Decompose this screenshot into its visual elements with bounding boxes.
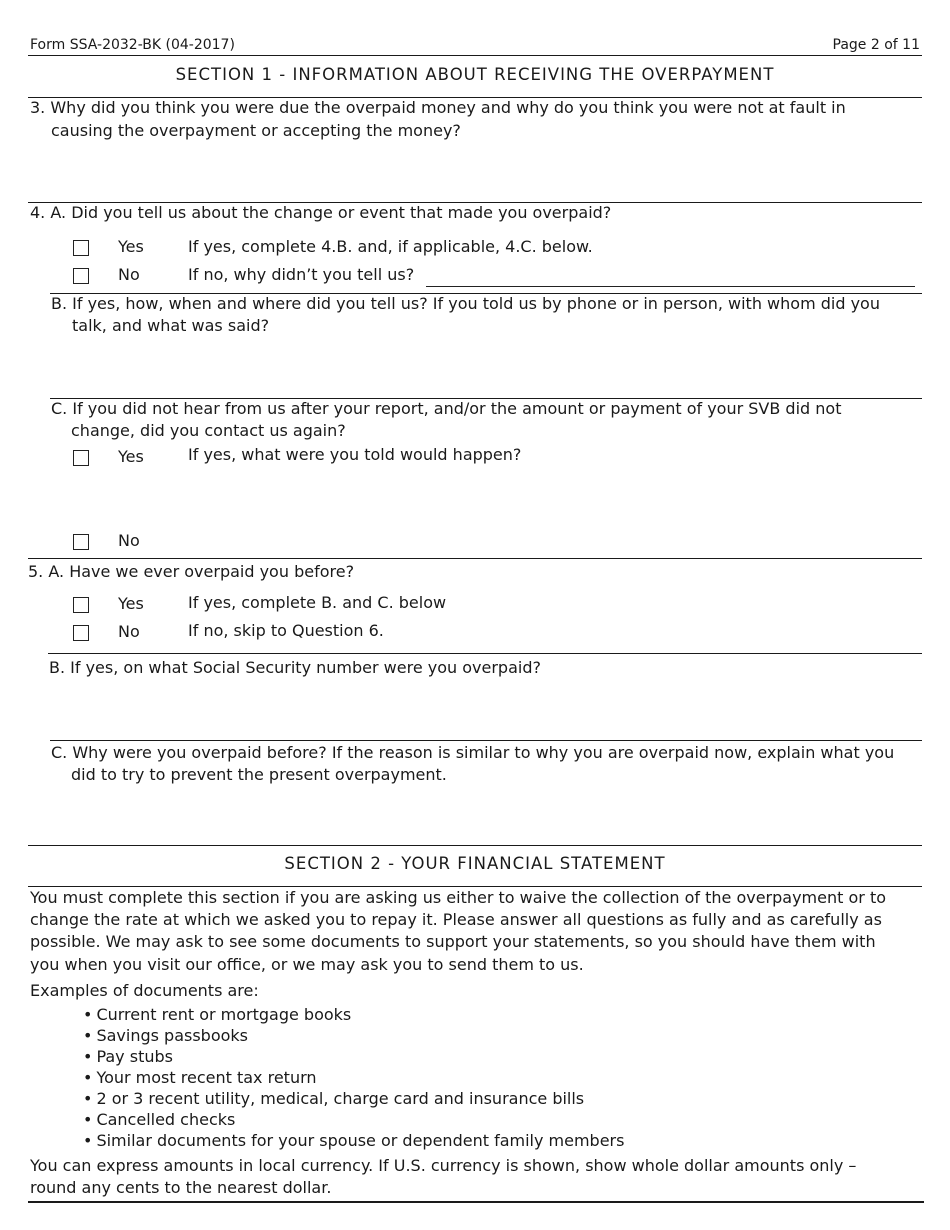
q4c-text-line1: C. If you did not hear from us after your report, and/or the amount or payment of your SVB did not — [51, 399, 842, 418]
q5b-answer-area[interactable] — [50, 740, 922, 741]
q5a-rule — [48, 653, 922, 654]
q5a-no-label: No — [118, 622, 140, 641]
q4a-yes-instructions: If yes, complete 4.B. and, if applicable, 4.C. below. — [188, 237, 593, 256]
q5a-no-instructions: If no, skip to Question 6. — [188, 621, 384, 640]
q4-end-rule — [28, 558, 922, 559]
section2-title: SECTION 2 - YOUR FINANCIAL STATEMENT — [284, 854, 666, 873]
q4a-question: 4. A. Did you tell us about the change or event that made you overpaid? — [30, 203, 612, 222]
q4c-no-label: No — [118, 531, 140, 550]
list-item: • Your most recent tax return — [83, 1067, 624, 1088]
list-item: • 2 or 3 recent utility, medical, charge card and insurance bills — [83, 1088, 624, 1109]
q4b-text-line1: B. If yes, how, when and where did you tell us? If you told us by phone or in person, with whom did you — [51, 294, 880, 313]
form-id: Form SSA-2032-BK (04-2017) — [30, 37, 235, 53]
q4a-yes-checkbox[interactable] — [73, 240, 89, 256]
section1-title: SECTION 1 - INFORMATION ABOUT RECEIVING THE OVERPAYMENT — [175, 65, 775, 84]
q5b-text: B. If yes, on what Social Security number were you overpaid? — [49, 658, 541, 677]
list-item: • Current rent or mortgage books — [83, 1004, 624, 1025]
q4c-yes-label: Yes — [118, 447, 144, 466]
currency-note-line1: You can express amounts in local currency. If U.S. currency is shown, show whole dollar amounts only – — [30, 1156, 857, 1175]
examples-label: Examples of documents are: — [30, 981, 259, 1000]
q4c-yes-instructions: If yes, what were you told would happen? — [188, 445, 522, 464]
q5c-answer-area[interactable] — [28, 845, 922, 846]
section2-intro-line1: You must complete this section if you are asking us either to waive the collection of the overpayment or to — [30, 888, 886, 907]
q5a-yes-label: Yes — [118, 594, 144, 613]
q3-text-line1: 3. Why did you think you were due the overpaid money and why do you think you were not at fault in — [30, 98, 846, 117]
q4a-yes-label: Yes — [118, 237, 144, 256]
q5a-no-checkbox[interactable] — [73, 625, 89, 641]
q5c-text-line2: did to try to prevent the present overpayment. — [71, 765, 447, 784]
header-rule — [28, 55, 922, 56]
q4b-text-line2: talk, and what was said? — [72, 316, 270, 335]
q5a-yes-checkbox[interactable] — [73, 597, 89, 613]
footer-rule — [28, 1201, 924, 1203]
q4a-no-checkbox[interactable] — [73, 268, 89, 284]
list-item: • Pay stubs — [83, 1046, 624, 1067]
section2-intro-line4: you when you visit our office, or we may ask you to send them to us. — [30, 955, 584, 974]
q5a-yes-instructions: If yes, complete B. and C. below — [188, 593, 447, 612]
q4c-text-line2: change, did you contact us again? — [71, 421, 346, 440]
q5a-question: 5. A. Have we ever overpaid you before? — [28, 562, 355, 581]
list-item: • Cancelled checks — [83, 1109, 624, 1130]
q4a-no-reason-field[interactable] — [426, 268, 915, 287]
q3-text-line2: causing the overpayment or accepting the money? — [51, 121, 461, 140]
currency-note-line2: round any cents to the nearest dollar. — [30, 1178, 332, 1197]
q5c-text-line1: C. Why were you overpaid before? If the reason is similar to why you are overpaid now, explain what you — [51, 743, 895, 762]
section2-intro-line2: change the rate at which we asked you to repay it. Please answer all questions as fully and as carefully as — [30, 910, 882, 929]
q4a-no-instructions: If no, why didn’t you tell us? — [188, 265, 415, 284]
q4c-no-checkbox[interactable] — [73, 534, 89, 550]
section2-intro-line3: possible. We may ask to see some documents to support your statements, so you should have them with — [30, 932, 876, 951]
page-number: Page 2 of 11 — [832, 37, 920, 53]
q4c-yes-checkbox[interactable] — [73, 450, 89, 466]
list-item: • Savings passbooks — [83, 1025, 624, 1046]
q4a-no-label: No — [118, 265, 140, 284]
list-item: • Similar documents for your spouse or dependent family members — [83, 1130, 624, 1151]
examples-list — [83, 1004, 624, 1151]
